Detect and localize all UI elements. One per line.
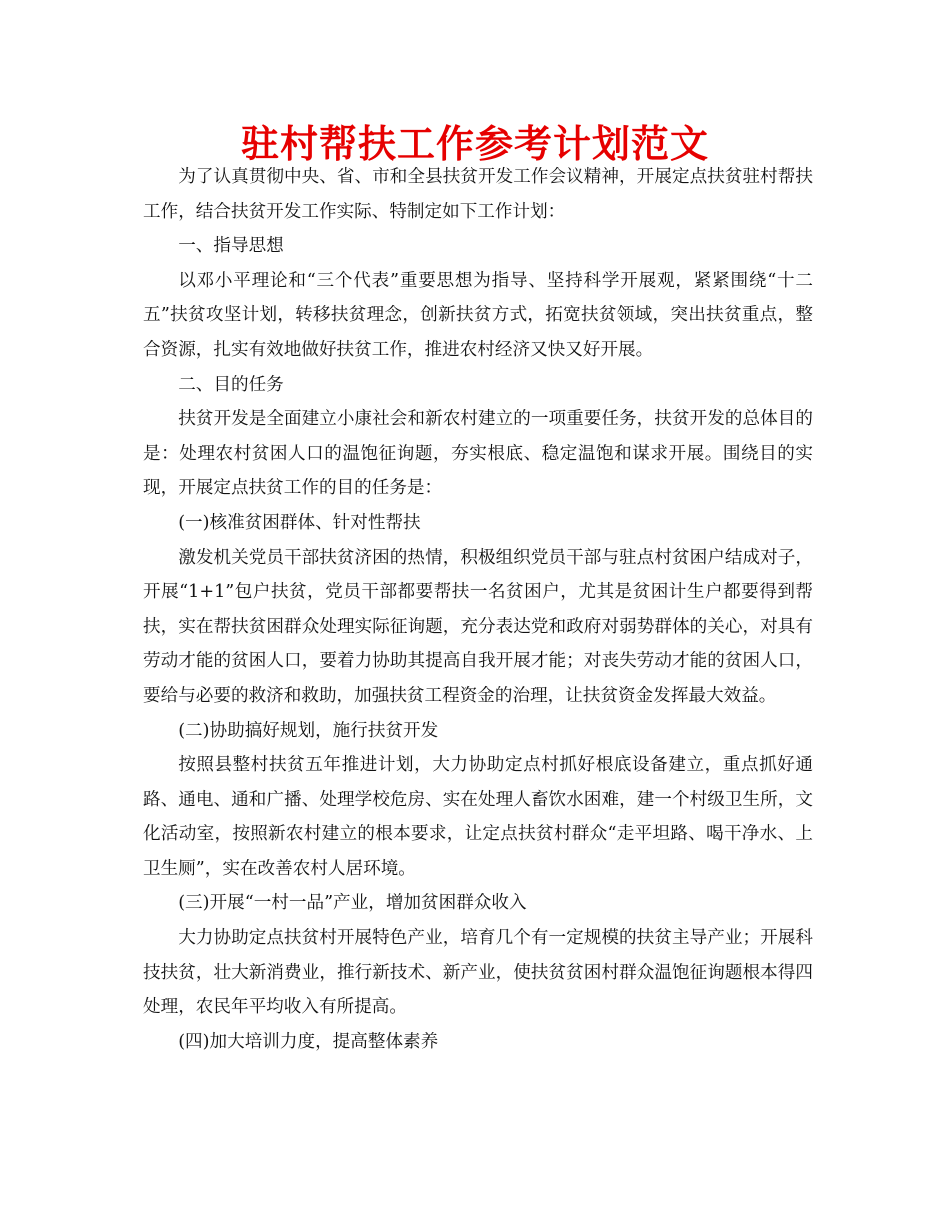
- subheading-1: (一)核准贫困群体、针对性帮扶: [178, 512, 421, 533]
- paragraph-sub-2: 按照县整村扶贫五年推进计划，大力协助定点村抓好根底设备建立，重点抓好通路、通电、通和广播、处理学校危房、实在处理人畜饮水困难，建一个村级卫生所，文化活动室，按照新农村建立的根本要求，让定点扶贫村群众“走平坦路、喝干净水、上卫生厕”，实在改善农村人居环境。: [143, 755, 813, 879]
- paragraph-sub-3: 大力协助定点扶贫村开展特色产业，培育几个有一定规模的扶贫主导产业；开展科技扶贫，壮大新消费业，推行新技术、新产业，使扶贫贫困村群众温饱征询题根本得四处理，农民年平均收入有所提高。: [143, 928, 813, 1018]
- subheading-2: (二)协助搞好规划，施行扶贫开发: [178, 720, 439, 741]
- section-heading-guiding-ideology: 一、指导思想: [178, 236, 284, 257]
- paragraph-goals: 扶贫开发是全面建立小康社会和新农村建立的一项重要任务，扶贫开发的总体目的是：处理农村贫困人口的温饱征询题，夯实根底、稳定温饱和谋求开展。围绕目的实现，开展定点扶贫工作的目的任务是：: [143, 409, 813, 499]
- document-title: 驻村帮扶工作参考计划范文: [240, 121, 709, 166]
- paragraph-intro: 为了认真贯彻中央、省、市和全县扶贫开发工作会议精神，开展定点扶贫驻村帮扶工作，结合扶贫开发工作实际、特制定如下工作计划：: [143, 167, 813, 222]
- subheading-3: (三)开展“一村一品”产业，增加贫困群众收入: [178, 893, 527, 914]
- paragraph-guiding-ideology: 以邓小平理论和“三个代表”重要思想为指导、坚持科学开展观，紧紧围绕“十二五”扶贫攻坚计划，转移扶贫理念，创新扶贫方式，拓宽扶贫领域，突出扶贫重点，整合资源，扎实有效地做好扶贫工作，推进农村经济又快又好开展。: [143, 270, 813, 360]
- paragraph-sub-1: 激发机关党员干部扶贫济困的热情，积极组织党员干部与驻点村贫困户结成对子，开展“1+1”包户扶贫，党员干部都要帮扶一名贫困户，尤其是贫困计生户都要得到帮扶，实在帮扶贫困群众处理实际征询题，充分表达党和政府对弱势群体的关心，对具有劳动才能的贫困人口，要着力协助其提高自我开展才能；对丧失劳动才能的贫困人口，要给与必要的救济和救助，加强扶贫工程资金的治理，让扶贫资金发挥最大效益。: [143, 547, 813, 706]
- document-body: [143, 160, 813, 1059]
- section-heading-goals: 二、目的任务: [178, 374, 284, 395]
- subheading-4: (四)加大培训力度，提高整体素养: [178, 1031, 439, 1052]
